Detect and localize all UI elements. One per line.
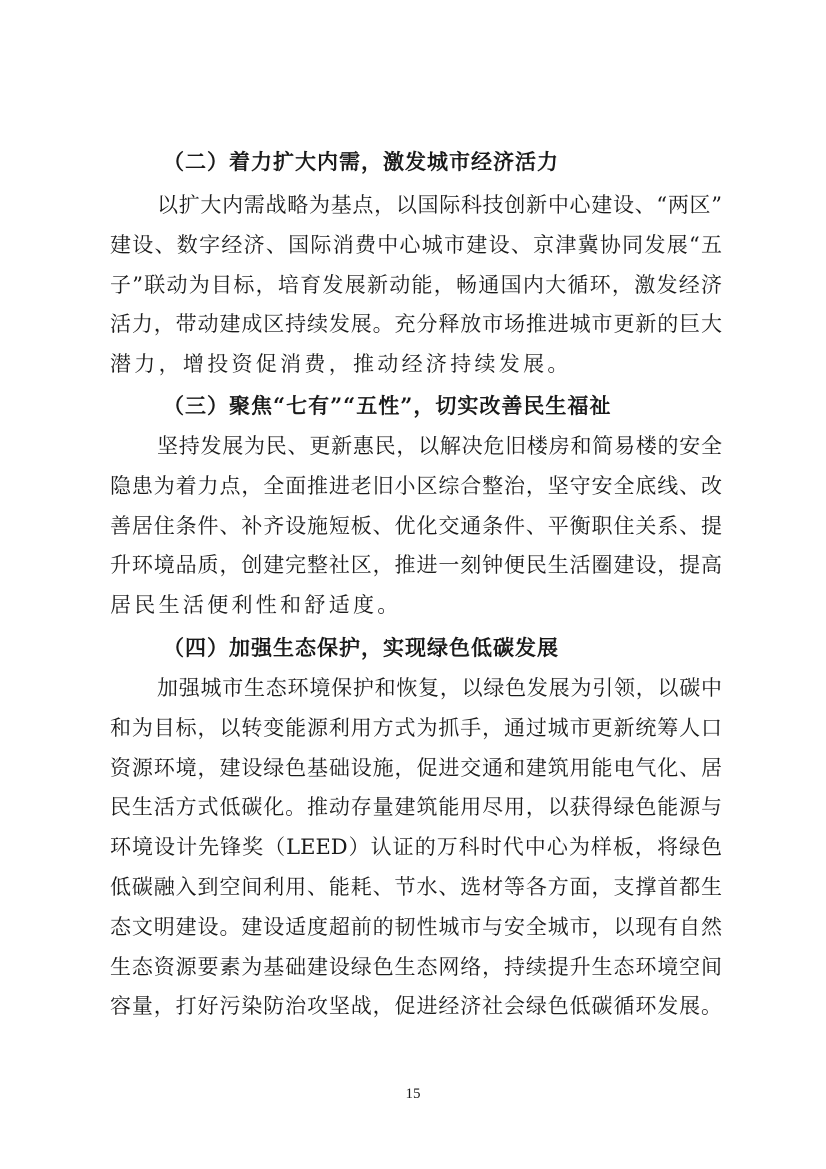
paragraph-line: 加强城市生态环境保护和恢复，以绿色发展为引领，以碳中 <box>157 676 722 700</box>
paragraph-line: 民生活方式低碳化。推动存量建筑能用尽用，以获得绿色能源与 <box>110 795 722 820</box>
paragraph-line: 子”联动为目标，培育发展新动能，畅通国内大循环，激发经济 <box>110 272 722 297</box>
paragraph-line: 活力，带动建成区持续发展。充分释放市场推进城市更新的巨大 <box>110 312 722 337</box>
section-paragraph-2 <box>110 186 722 385</box>
section-heading-4: （四）加强生态保护，实现绿色低碳发展 <box>163 635 559 660</box>
paragraph-line: 生态资源要素为基础建设绿色生态网络，持续提升生态环境空间 <box>110 954 722 979</box>
paragraph-line: 善居住条件、补齐设施短板、优化交通条件、平衡职住关系、提 <box>110 513 722 538</box>
paragraph-line: 资源环境，建设绿色基础设施，促进交通和建筑用能电气化、居 <box>110 755 722 780</box>
paragraph-line: 低碳融入到空间利用、能耗、节水、选材等各方面，支撑首都生 <box>110 874 722 899</box>
section-heading-3: （三）聚焦“七有”“五性”，切实改善民生福祉 <box>163 393 612 418</box>
paragraph-line: 态文明建设。建设适度超前的韧性城市与安全城市，以现有自然 <box>110 914 722 939</box>
paragraph-line: 隐患为着力点，全面推进老旧小区综合整治，坚守安全底线、改 <box>110 473 722 498</box>
paragraph-line: 潜力，增投资促消费，推动经济持续发展。 <box>110 352 572 377</box>
page-number: 15 <box>405 1086 421 1102</box>
paragraph-line: 居民生活便利性和舒适度。 <box>110 593 402 618</box>
paragraph-line: 以扩大内需战略为基点，以国际科技创新中心建设、“两区” <box>157 193 722 217</box>
paragraph-line: 建设、数字经济、国际消费中心城市建设、京津冀协同发展“五 <box>110 232 722 257</box>
section-paragraph-3 <box>110 427 722 626</box>
paragraph-line: 环境设计先锋奖（LEED）认证的万科时代中心为样板，将绿色 <box>110 835 722 860</box>
paragraph-line: 升环境品质，创建完整社区，推进一刻钟便民生活圈建设，提高 <box>110 553 722 578</box>
paragraph-line: 和为目标，以转变能源利用方式为抓手，通过城市更新统筹人口 <box>110 715 722 740</box>
paragraph-line: 坚持发展为民、更新惠民，以解决危旧楼房和简易楼的安全 <box>157 434 722 458</box>
section-paragraph-4 <box>110 669 722 1027</box>
paragraph-line: 容量，打好污染防治攻坚战，促进经济社会绿色低碳循环发展。 <box>110 994 722 1019</box>
section-heading-2: （二）着力扩大内需，激发城市经济活力 <box>163 149 559 174</box>
